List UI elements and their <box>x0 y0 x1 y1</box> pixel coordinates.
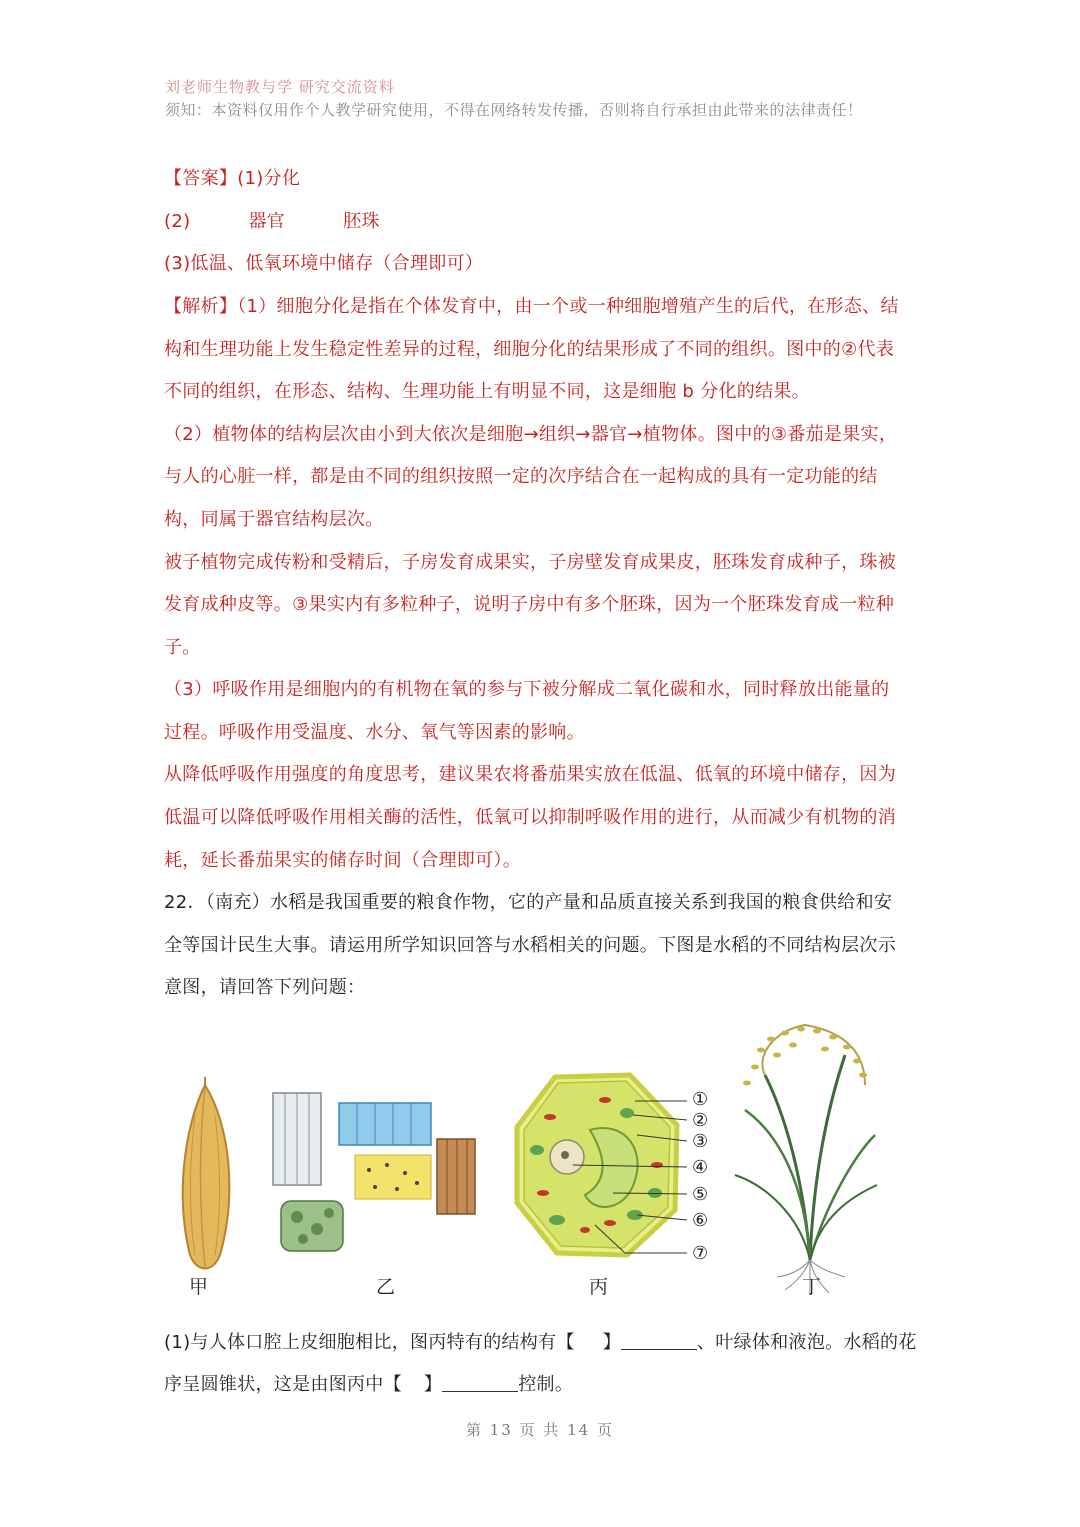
analysis-line-10: （3）呼吸作用是细胞内的有机物在氧的参与下被分解成二氧化碳和水，同时释放出能量的 <box>164 679 890 700</box>
analysis-line-14: 耗，延长番茄果实的储存时间（合理即可）。 <box>164 850 521 871</box>
question-line-1: 22．（南充）水稻是我国重要的粮食作物，它的产量和品质直接关系到我国的粮食供给和安 <box>164 892 893 913</box>
tissue-illustrations <box>273 1093 475 1251</box>
answer-2-first: 器官 <box>248 211 286 232</box>
analysis-line-12: 从降低呼吸作用强度的角度思考，建议果农将番茄果实放在低温、低氧的环境中储存，因为 <box>164 764 896 785</box>
subquestion-1-text-e: 】 <box>423 1374 443 1395</box>
subquestion-1-text-c: 、叶绿体和液泡。水稻的花 <box>697 1332 917 1353</box>
answer-line-3: (3)低温、低氧环境中储存（合理即可） <box>164 253 484 274</box>
cell-number-1: ① <box>692 1089 709 1110</box>
question-line-3: 意图，请回答下列问题： <box>164 977 366 998</box>
cell-number-7: ⑦ <box>692 1243 709 1264</box>
answer-line-2 <box>164 207 380 233</box>
answer-blank-1[interactable] <box>621 1331 697 1350</box>
analysis-text: （1）细胞分化是指在个体发育中，由一个或一种细胞增殖产生的后代，在形态、结 <box>237 296 899 317</box>
subquestion-1-text-b: 】 <box>602 1332 622 1353</box>
rice-grain-illustration <box>183 1077 230 1269</box>
header-title: 刘老师生物教与学 研究交流资料 <box>165 78 395 96</box>
analysis-line-1 <box>164 292 899 318</box>
subquestion-1-text-d: 序呈圆锥状，这是由图丙中【 <box>164 1374 402 1395</box>
analysis-line-8: 发育成种皮等。③果实内有多粒种子，说明子房中有多个胚珠，因为一个胚珠发育成一粒种 <box>164 594 895 615</box>
analysis-line-11: 过程。呼吸作用受温度、水分、氧气等因素的影响。 <box>164 722 585 743</box>
figure-label-ding: 丁 <box>802 1276 822 1298</box>
analysis-line-3: 不同的组织，在形态、结构、生理功能上有明显不同，这是细胞 b 分化的结果。 <box>164 381 810 402</box>
question-line-2: 全等国计民生大事。请运用所学知识回答与水稻相关的问题。下图是水稻的不同结构层次示 <box>164 935 896 956</box>
answer-2-num: (2) <box>164 211 191 232</box>
subquestion-1-line-1 <box>164 1328 917 1354</box>
plant-cell-illustration <box>517 1075 687 1255</box>
analysis-line-4: （2）植物体的结构层次由小到大依次是细胞→组织→器官→植物体。图中的③番茄是果实， <box>164 424 898 445</box>
analysis-line-13: 低温可以降低呼吸作用相关酶的活性，低氧可以抑制呼吸作用的进行，从而减少有机物的消 <box>164 807 896 828</box>
figure-label-bing: 丙 <box>589 1276 609 1298</box>
cell-number-4: ④ <box>692 1157 709 1178</box>
analysis-line-6: 构，同属于器官结构层次。 <box>164 509 384 530</box>
subquestion-1-text-f: 控制。 <box>518 1374 574 1395</box>
answer-blank-2[interactable] <box>442 1373 518 1392</box>
subquestion-1-line-2 <box>164 1370 573 1396</box>
answer-label: 【答案】 <box>164 168 238 189</box>
cell-number-2: ② <box>692 1110 709 1131</box>
figure-svg <box>165 1015 925 1305</box>
analysis-line-2: 构和生理功能上发生稳定性差异的过程，细胞分化的结果形成了不同的组织。图中的②代表 <box>164 339 895 360</box>
cell-number-6: ⑥ <box>692 1210 709 1231</box>
rice-structure-figure <box>165 1015 925 1305</box>
cell-number-3: ③ <box>692 1131 709 1152</box>
analysis-line-5: 与人的心脏一样，都是由不同的组织按照一定的次序结合在一起构成的具有一定功能的结 <box>164 466 878 487</box>
rice-plant-illustration <box>735 1025 877 1295</box>
page-footer: 第 13 页 共 14 页 <box>465 1421 614 1439</box>
analysis-line-9: 子。 <box>164 637 201 658</box>
answer-1: (1)分化 <box>237 168 301 189</box>
cell-number-5: ⑤ <box>692 1184 709 1205</box>
subquestion-1-text-a: (1)与人体口腔上皮细胞相比，图丙特有的结构有【 <box>164 1332 575 1353</box>
answer-line-1 <box>164 164 300 190</box>
header-notice: 须知：本资料仅用作个人教学研究使用，不得在网络转发传播，否则将自行承担由此带来的法律责任！ <box>165 101 863 119</box>
analysis-label: 【解析】 <box>164 296 238 317</box>
figure-label-jia: 甲 <box>189 1276 209 1298</box>
answer-2-second: 胚珠 <box>343 211 380 232</box>
analysis-line-7: 被子植物完成传粉和受精后，子房发育成果实，子房壁发育成果皮，胚珠发育成种子，珠被 <box>164 552 896 573</box>
figure-label-yi: 乙 <box>376 1276 396 1298</box>
